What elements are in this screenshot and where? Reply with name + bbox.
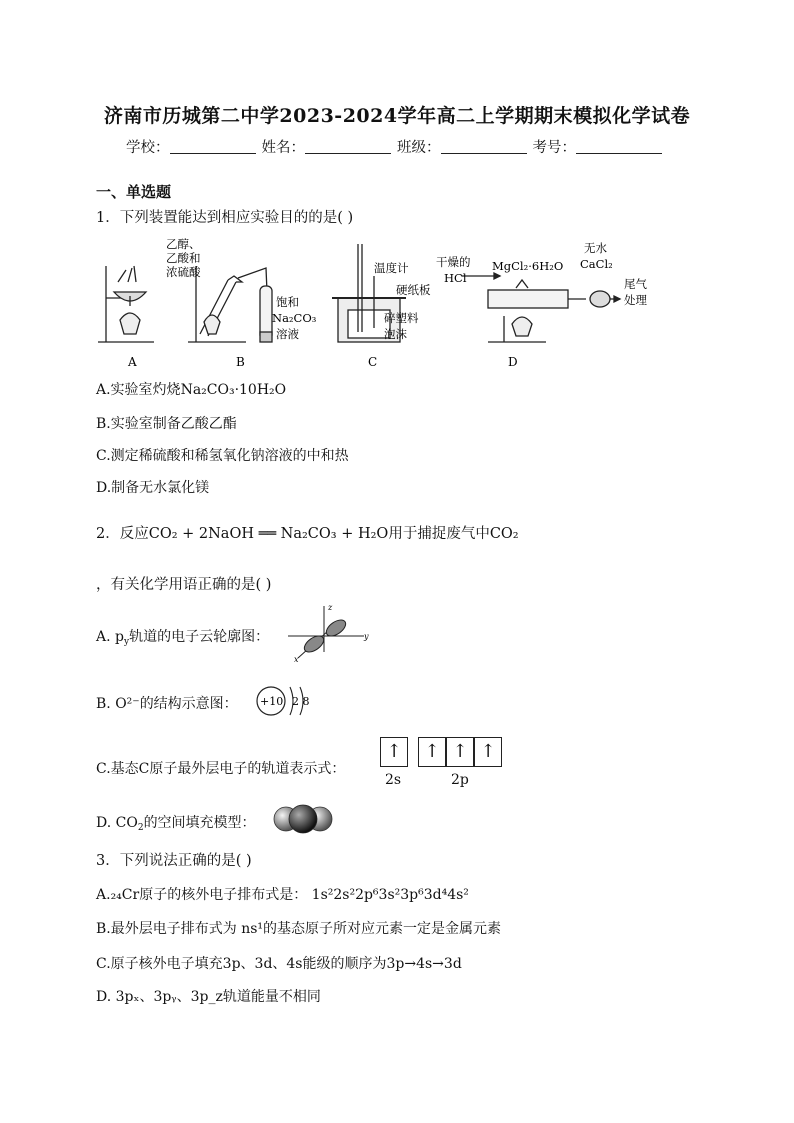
q2-option-a[interactable]	[96, 626, 269, 647]
q2-option-b-label: B.	[96, 696, 111, 712]
q2-stem	[96, 522, 519, 543]
label-d-treatment: 处理	[624, 293, 647, 307]
label-b-reagent-3: 浓硫酸	[166, 265, 201, 279]
q2-option-b[interactable]	[96, 693, 238, 713]
q3-option-b-ns: ns¹	[241, 921, 264, 937]
school-blank[interactable]	[170, 138, 256, 154]
shell-electrons-label: 2 8	[292, 695, 310, 708]
label-d-cacl2: CaCl₂	[580, 257, 613, 271]
q2-option-a-text: 轨道的电子云轮廓图：	[129, 629, 270, 645]
q2-option-d-text: 的空间填充模型：	[143, 815, 256, 831]
class-label: 班级：	[397, 140, 441, 156]
q2-equation: CO₂ + 2NaOH ══ Na₂CO₃ + H₂O	[148, 526, 389, 542]
label-c-cardboard: 硬纸板	[396, 283, 431, 297]
z-axis-label: z	[328, 603, 333, 612]
q3-option-d-formula: 3pₓ、3pᵧ、3p_z	[115, 989, 223, 1005]
q3-option-d-label: D.	[96, 989, 112, 1005]
label-b-na2co3: Na₂CO₃	[272, 311, 317, 325]
figure-caption-d: D	[508, 355, 518, 369]
label-b-reagent-2: 乙酸和	[166, 251, 201, 265]
label-d-anhydrous: 无水	[584, 241, 607, 255]
q3-option-d-text: 轨道能量不相同	[222, 989, 321, 1005]
student-info-line	[0, 136, 794, 157]
q3-option-a-label: A.	[96, 887, 111, 903]
q3-option-a-config: 1s²2s²2p⁶3s²3p⁶3d⁴4s²	[311, 887, 469, 903]
q2-co2: CO₂	[489, 526, 519, 542]
co2-space-filling-model	[272, 802, 334, 836]
figure-caption-c: C	[368, 355, 378, 369]
y-axis-label: y	[364, 632, 369, 641]
q1-option-c[interactable]: C.测定稀硫酸和稀氢氧化钠溶液的中和热	[96, 448, 349, 464]
q2-option-b-ion: O²⁻	[115, 696, 140, 712]
exam-number-blank[interactable]	[576, 138, 662, 154]
orbital-box-2p-2: ↑	[446, 737, 474, 767]
figure-caption-b: B	[236, 355, 245, 369]
orbital-box-2p-1: ↑	[418, 737, 446, 767]
q3-option-a-text: 原子的核外电子排布式是：	[139, 887, 308, 903]
py-orbital-diagram	[284, 600, 374, 666]
name-blank[interactable]	[305, 138, 391, 154]
orbital-label-2p: 2p	[451, 772, 469, 788]
school-label: 学校：	[126, 140, 170, 156]
q2-option-d[interactable]: D. $CO_2$的空间填充模型：	[96, 815, 256, 833]
orbital-box-2p-3: ↑	[474, 737, 502, 767]
q2-stem-mid: 用于捕捉废气中	[388, 526, 490, 542]
exam-number-label: 考号：	[532, 140, 576, 156]
q2-option-a-label: A. p	[96, 629, 124, 645]
exam-title: 济南市历城第二中学2023-2024学年高二上学期期末模拟化学试卷	[103, 105, 691, 127]
q3-option-b-text: 的基态原子所对应元素一定是金属元素	[263, 921, 502, 937]
q1-option-b[interactable]: B.实验室制备乙酸乙酯	[96, 416, 237, 432]
label-d-dry: 干燥的	[436, 255, 471, 269]
figure-caption-a: A	[128, 355, 137, 369]
q3-option-b-pre: B.最外层电子排布式为	[96, 921, 237, 937]
name-label: 姓名：	[261, 140, 305, 156]
o2-ion-structure-diagram	[254, 683, 324, 719]
label-b-saturated: 饱和	[276, 295, 299, 309]
q1-option-d[interactable]: D.制备无水氯化镁	[96, 480, 210, 496]
q3-option-c[interactable]: C.原子核外电子填充3p、3d、4s能级的顺序为3p→4s→3d	[96, 956, 462, 972]
label-d-tail-gas: 尾气	[624, 277, 647, 291]
nucleus-label: +10	[260, 695, 284, 708]
class-blank[interactable]	[441, 138, 527, 154]
section-heading: 一、单选题	[96, 183, 172, 201]
q3-option-a[interactable]	[96, 884, 469, 904]
q1-apparatus-figure	[96, 236, 676, 371]
label-d-mgcl2: MgCl₂·6H₂O	[492, 259, 564, 273]
q1-stem: 1．下列装置能达到相应实验目的的是( )	[96, 210, 354, 226]
label-c-thermometer: 温度计	[374, 261, 409, 275]
orbital-box-2s: ↑	[380, 737, 408, 767]
q3-stem: 3．下列说法正确的是( )	[96, 853, 252, 869]
q2-option-b-text: 的结构示意图：	[139, 696, 238, 712]
q2-stem-2: ，有关化学用语正确的是( )	[96, 577, 272, 593]
orbital-label-2s: 2s	[385, 772, 402, 788]
label-b-reagent-1: 乙醇、	[166, 237, 201, 251]
q1-option-a-text: A.实验室灼烧	[96, 382, 181, 398]
q3-option-b[interactable]	[96, 918, 501, 938]
q1-option-a[interactable]	[96, 379, 286, 399]
label-b-solution: 溶液	[276, 327, 299, 341]
q2-option-d-label: D. CO	[96, 815, 138, 831]
q2-stem-pre: 2．反应	[96, 526, 149, 542]
q2-option-a-sub: y	[123, 637, 130, 647]
label-d-hcl: HCl	[444, 271, 467, 285]
q3-option-d[interactable]	[96, 986, 321, 1006]
q1-option-a-formula: Na₂CO₃·10H₂O	[180, 382, 287, 398]
label-c-foam-1: 碎塑料	[384, 311, 419, 325]
x-axis-label: x	[294, 655, 299, 664]
q3-option-a-element: ₂₄Cr	[110, 887, 140, 903]
q2-option-c[interactable]: C.基态C原子最外层电子的轨道表示式：	[96, 761, 346, 777]
label-c-foam-2: 泡沫	[384, 327, 407, 341]
